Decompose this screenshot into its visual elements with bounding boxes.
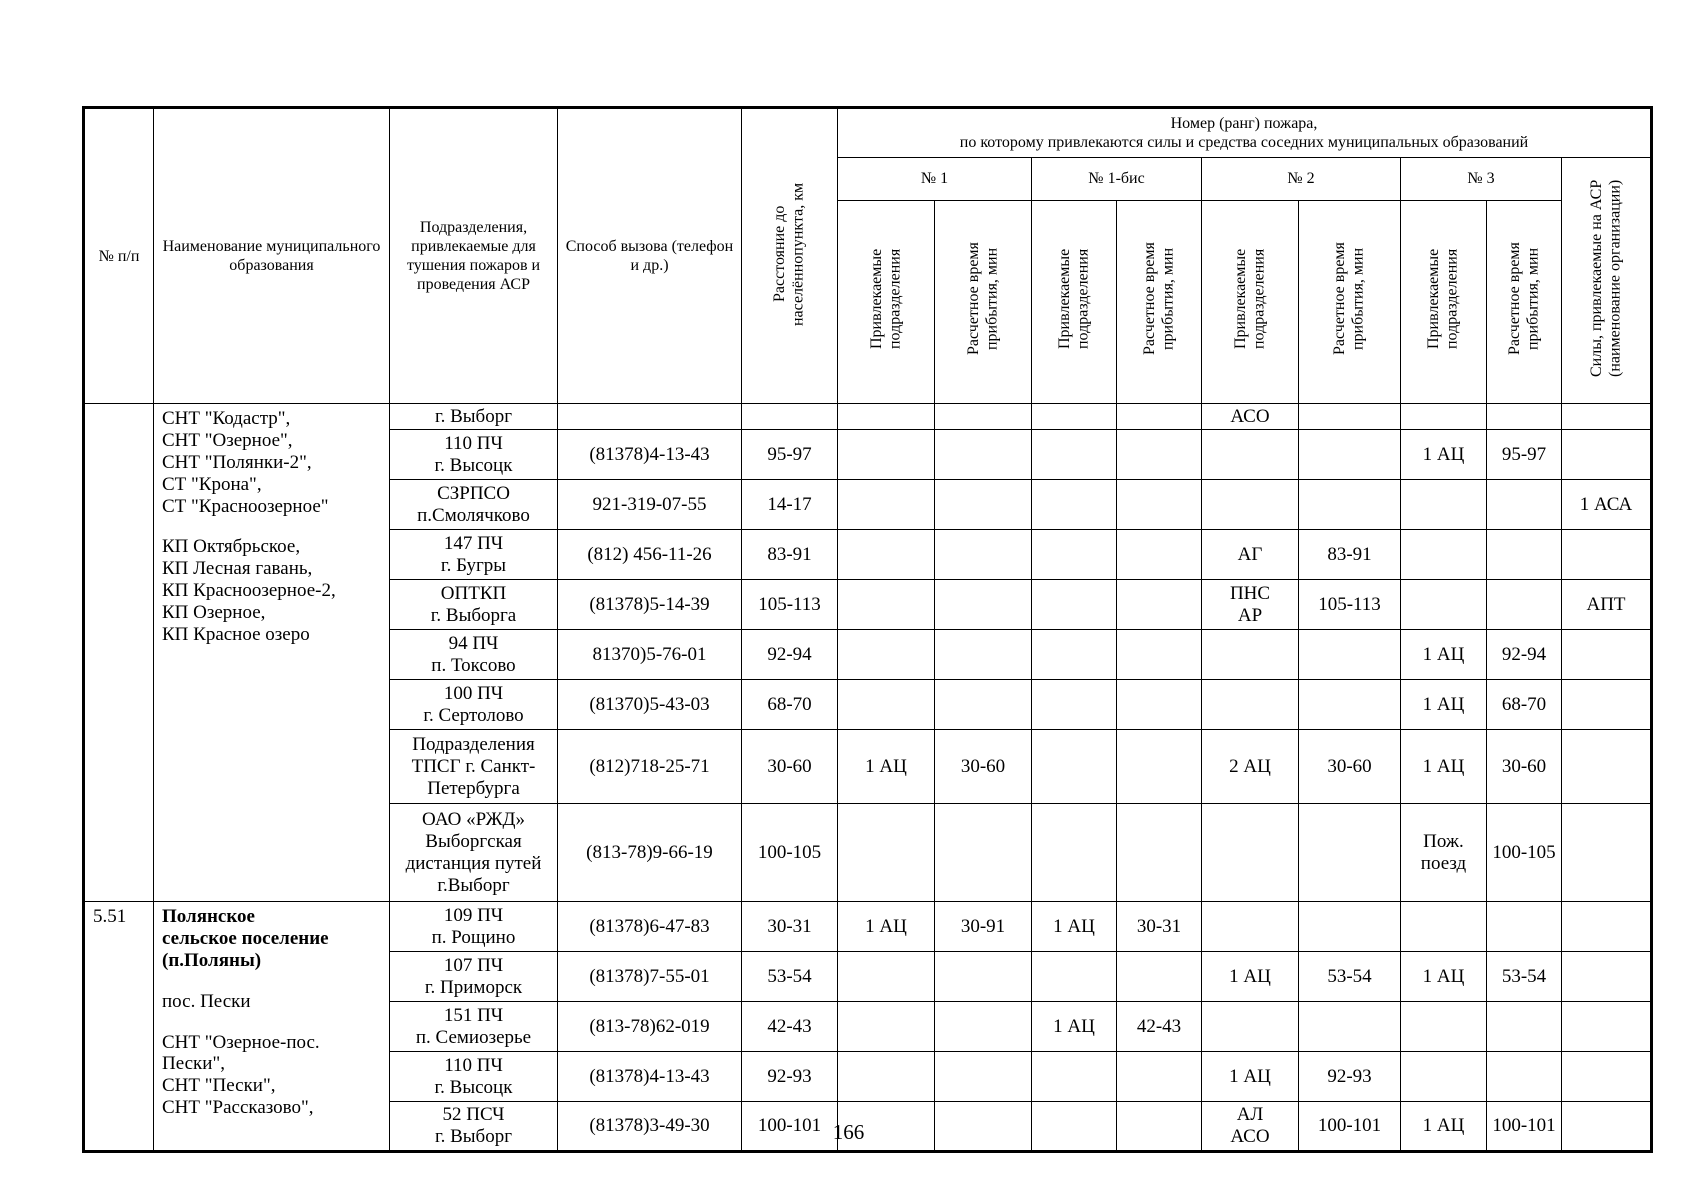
- distance-cell: 105-113: [742, 580, 838, 630]
- rank1-units-cell: [838, 580, 935, 630]
- unit-cell: Подразделения ТПСГ г. Санкт- Петербурга: [390, 730, 558, 804]
- rank3-time-cell: 95-97: [1487, 430, 1562, 480]
- rank1-time-cell: [935, 680, 1032, 730]
- rank3-time-cell: [1487, 480, 1562, 530]
- asr-cell: [1562, 1052, 1652, 1102]
- rank1bis-time-cell: [1117, 730, 1202, 804]
- distance-cell: 30-60: [742, 730, 838, 804]
- rank1-time-cell: [935, 530, 1032, 580]
- asr-cell: [1562, 804, 1652, 902]
- col-header-distance: Расстояние до населённопункта, км: [742, 108, 838, 404]
- rank2-units-cell: 1 АЦ: [1202, 952, 1299, 1002]
- rank3-time-cell: [1487, 1002, 1562, 1052]
- rank1bis-time-cell: [1117, 804, 1202, 902]
- rank2-units-cell: АГ: [1202, 530, 1299, 580]
- rank3-units-cell: 1 АЦ: [1401, 680, 1487, 730]
- asr-cell: [1562, 952, 1652, 1002]
- rank3-time-cell: 92-94: [1487, 630, 1562, 680]
- rank2-units-cell: 2 АЦ: [1202, 730, 1299, 804]
- asr-cell: АПТ: [1562, 580, 1652, 630]
- asr-cell: [1562, 404, 1652, 430]
- settlement-line: СНТ "Рассказово",: [162, 1097, 314, 1119]
- col-header-asr: Силы, привлекаемые на АСР (наименование организации): [1562, 158, 1652, 404]
- rank3-units-cell: [1401, 1002, 1487, 1052]
- rank1bis-time-cell: [1117, 952, 1202, 1002]
- rank-title: Номер (ранг) пожара,: [1170, 114, 1318, 132]
- rank2-units-cell: АСО: [1202, 404, 1299, 430]
- table-row: [84, 404, 1652, 430]
- rank1bis-units-cell: [1032, 630, 1117, 680]
- unit-cell: г. Выборг: [390, 404, 558, 430]
- col-header-rank2: № 2: [1202, 158, 1401, 201]
- rank3-time-cell: [1487, 1052, 1562, 1102]
- rank1bis-time-cell: [1117, 580, 1202, 630]
- rank3-time-cell: 100-105: [1487, 804, 1562, 902]
- unit-cell: 151 ПЧ п. Семиозерье: [390, 1002, 558, 1052]
- distance-cell: 68-70: [742, 680, 838, 730]
- rank1bis-units-cell: 1 АЦ: [1032, 902, 1117, 952]
- rank1bis-time-cell: [1117, 480, 1202, 530]
- table-row: [84, 902, 1652, 952]
- rank3-units-cell: 1 АЦ: [1401, 952, 1487, 1002]
- settlement-line: [162, 517, 381, 536]
- rank2-time-cell: 105-113: [1299, 580, 1401, 630]
- rank3-time-cell: [1487, 902, 1562, 952]
- settlement-line: КП Лесная гавань,: [162, 558, 313, 580]
- settlement-line: КП Красное озеро: [162, 623, 310, 645]
- col-header-r1b-time: Расчетное время прибытия, мин: [1117, 200, 1202, 403]
- rank1-units-cell: [838, 952, 935, 1002]
- call-cell: (81378)3-49-30: [558, 1102, 742, 1152]
- call-cell: (813-78)9-66-19: [558, 804, 742, 902]
- rank1-time-cell: [935, 404, 1032, 430]
- unit-cell: 52 ПСЧ г. Выборг: [390, 1102, 558, 1152]
- settlement-line: КП Красноозерное-2,: [162, 580, 336, 602]
- rank1bis-time-cell: [1117, 530, 1202, 580]
- distance-cell: 42-43: [742, 1002, 838, 1052]
- table-body: [84, 404, 1652, 1152]
- rank1-time-cell: [935, 580, 1032, 630]
- rank2-units-cell: [1202, 902, 1299, 952]
- municipality-title-line: сельское поселение: [162, 928, 329, 950]
- asr-cell: [1562, 680, 1652, 730]
- rank1bis-units-cell: [1032, 404, 1117, 430]
- rank1bis-time-cell: [1117, 630, 1202, 680]
- unit-cell: 94 ПЧ п. Токсово: [390, 630, 558, 680]
- col-header-call: Способ вызова (телефон и др.): [558, 108, 742, 404]
- rank2-units-cell: [1202, 804, 1299, 902]
- rank1-time-cell: [935, 480, 1032, 530]
- rank3-time-cell: [1487, 580, 1562, 630]
- rank2-units-cell: АЛ АСО: [1202, 1102, 1299, 1152]
- rank3-time-cell: 53-54: [1487, 952, 1562, 1002]
- rank1bis-units-cell: [1032, 430, 1117, 480]
- col-header-r3-units: Привлекаемые подразделения: [1401, 200, 1487, 403]
- rank3-units-cell: [1401, 404, 1487, 430]
- settlement-line: КП Октябрьское,: [162, 536, 301, 558]
- settlement-line: Пески",: [162, 1053, 225, 1075]
- rank2-units-cell: [1202, 680, 1299, 730]
- distance-cell: 92-93: [742, 1052, 838, 1102]
- rank2-time-cell: [1299, 630, 1401, 680]
- rank1-units-cell: [838, 804, 935, 902]
- rank3-time-cell: 68-70: [1487, 680, 1562, 730]
- call-cell: (81378)4-13-43: [558, 430, 742, 480]
- col-header-name: Наименование муниципального образования: [154, 108, 390, 404]
- rank2-time-cell: [1299, 902, 1401, 952]
- municipality-title-line: (п.Поляны): [162, 949, 262, 971]
- rank1-time-cell: [935, 1052, 1032, 1102]
- unit-cell: 107 ПЧ г. Приморск: [390, 952, 558, 1002]
- distance-cell: 14-17: [742, 480, 838, 530]
- municipality-name: [154, 902, 390, 1152]
- rank1-units-cell: [838, 680, 935, 730]
- rank2-time-cell: [1299, 680, 1401, 730]
- rank1-units-cell: 1 АЦ: [838, 902, 935, 952]
- unit-cell: СЗРПСО п.Смолячково: [390, 480, 558, 530]
- rank2-units-cell: [1202, 430, 1299, 480]
- rank3-time-cell: [1487, 404, 1562, 430]
- rank1-time-cell: 30-91: [935, 902, 1032, 952]
- col-header-r2-time: Расчетное время прибытия, мин: [1299, 200, 1401, 403]
- asr-cell: [1562, 902, 1652, 952]
- asr-cell: [1562, 1002, 1652, 1052]
- rank1bis-units-cell: [1032, 952, 1117, 1002]
- rank3-units-cell: [1401, 530, 1487, 580]
- rank3-time-cell: [1487, 530, 1562, 580]
- rank1bis-time-cell: [1117, 404, 1202, 430]
- col-header-r3-time: Расчетное время прибытия, мин: [1487, 200, 1562, 403]
- rank1bis-time-cell: 42-43: [1117, 1002, 1202, 1052]
- col-header-r1b-units: Привлекаемые подразделения: [1032, 200, 1117, 403]
- rank1bis-units-cell: [1032, 804, 1117, 902]
- unit-cell: ОПТКП г. Выборга: [390, 580, 558, 630]
- distance-cell: 95-97: [742, 430, 838, 480]
- rank3-time-cell: 30-60: [1487, 730, 1562, 804]
- rank1bis-time-cell: [1117, 680, 1202, 730]
- call-cell: 921-319-07-55: [558, 480, 742, 530]
- rank2-time-cell: 53-54: [1299, 952, 1401, 1002]
- col-header-r1-units: Привлекаемые подразделения: [838, 200, 935, 403]
- call-cell: 81370)5-76-01: [558, 630, 742, 680]
- settlement-line: КП Озерное,: [162, 601, 266, 623]
- rank1bis-units-cell: [1032, 530, 1117, 580]
- call-cell: (812)718-25-71: [558, 730, 742, 804]
- rank2-time-cell: [1299, 804, 1401, 902]
- rank3-units-cell: 1 АЦ: [1401, 430, 1487, 480]
- rank3-time-cell: 100-101: [1487, 1102, 1562, 1152]
- rank1-units-cell: [838, 1002, 935, 1052]
- distance-cell: 30-31: [742, 902, 838, 952]
- settlement-line: пос. Пески: [162, 990, 251, 1012]
- rank2-time-cell: [1299, 430, 1401, 480]
- settlement-line: СНТ "Пески",: [162, 1075, 276, 1097]
- settlement-line: СНТ "Озерное",: [162, 430, 293, 452]
- rank1-units-cell: [838, 530, 935, 580]
- settlement-line: [162, 972, 381, 991]
- rank2-units-cell: ПНС АР: [1202, 580, 1299, 630]
- call-cell: (813-78)62-019: [558, 1002, 742, 1052]
- col-header-rank3: № 3: [1401, 158, 1562, 201]
- unit-cell: ОАО «РЖД» Выборгская дистанция путей г.Выборг: [390, 804, 558, 902]
- call-cell: (81378)6-47-83: [558, 902, 742, 952]
- municipality-title-line: Полянское: [162, 906, 255, 928]
- asr-cell: [1562, 630, 1652, 680]
- call-cell: (81378)7-55-01: [558, 952, 742, 1002]
- asr-cell: [1562, 430, 1652, 480]
- unit-cell: 109 ПЧ п. Рощино: [390, 902, 558, 952]
- rank1bis-units-cell: [1032, 730, 1117, 804]
- asr-cell: 1 АСА: [1562, 480, 1652, 530]
- rank1-units-cell: [838, 430, 935, 480]
- rank1-units-cell: [838, 480, 935, 530]
- rank-subtitle: по которому привлекаются силы и средства соседних муниципальных образований: [959, 134, 1529, 151]
- distance-cell: 92-94: [742, 630, 838, 680]
- municipality-name: [154, 404, 390, 902]
- rank2-units-cell: [1202, 480, 1299, 530]
- unit-cell: 147 ПЧ г. Бугры: [390, 530, 558, 580]
- rank1-units-cell: [838, 1052, 935, 1102]
- row-number: 5.51: [84, 902, 154, 1152]
- col-header-rank1: № 1: [838, 158, 1032, 201]
- col-header-r1-time: Расчетное время прибытия, мин: [935, 200, 1032, 403]
- fire-forces-table: [82, 106, 1653, 1153]
- unit-cell: 100 ПЧ г. Сертолово: [390, 680, 558, 730]
- rank1-units-cell: [838, 630, 935, 680]
- rank1bis-units-cell: 1 АЦ: [1032, 1002, 1117, 1052]
- rank3-units-cell: 1 АЦ: [1401, 730, 1487, 804]
- page-number: 166: [832, 1120, 865, 1144]
- unit-cell: 110 ПЧ г. Высоцк: [390, 430, 558, 480]
- rank1-units-cell: 1 АЦ: [838, 730, 935, 804]
- call-cell: (81378)5-14-39: [558, 580, 742, 630]
- rank2-time-cell: 83-91: [1299, 530, 1401, 580]
- col-header-rank: [838, 108, 1652, 158]
- rank1-time-cell: [935, 952, 1032, 1002]
- rank1bis-time-cell: [1117, 430, 1202, 480]
- settlement-line: СТ "Крона",: [162, 473, 262, 495]
- asr-cell: [1562, 730, 1652, 804]
- call-cell: (81370)5-43-03: [558, 680, 742, 730]
- rank2-time-cell: 30-60: [1299, 730, 1401, 804]
- rank1bis-units-cell: [1032, 680, 1117, 730]
- distance-cell: 100-101: [742, 1102, 838, 1152]
- rank2-units-cell: [1202, 630, 1299, 680]
- rank2-time-cell: [1299, 480, 1401, 530]
- call-cell: (81378)4-13-43: [558, 1052, 742, 1102]
- rank3-units-cell: 1 АЦ: [1401, 630, 1487, 680]
- rank3-units-cell: [1401, 580, 1487, 630]
- settlement-line: СНТ "Кодастр",: [162, 408, 291, 430]
- call-cell: [558, 404, 742, 430]
- row-number: [84, 404, 154, 902]
- col-header-units: Подразделения, привлекаемые для тушения пожаров и проведения АСР: [390, 108, 558, 404]
- col-header-num: № п/п: [84, 108, 154, 404]
- rank1bis-units-cell: [1032, 1052, 1117, 1102]
- col-header-rank1bis: № 1-бис: [1032, 158, 1202, 201]
- col-header-r2-units: Привлекаемые подразделения: [1202, 200, 1299, 403]
- rank1-time-cell: [935, 630, 1032, 680]
- rank1bis-units-cell: [1032, 580, 1117, 630]
- distance-cell: 83-91: [742, 530, 838, 580]
- rank3-units-cell: 1 АЦ: [1401, 1102, 1487, 1152]
- rank1-time-cell: [935, 430, 1032, 480]
- rank3-units-cell: [1401, 480, 1487, 530]
- asr-cell: [1562, 530, 1652, 580]
- distance-cell: 100-105: [742, 804, 838, 902]
- rank2-units-cell: [1202, 1002, 1299, 1052]
- rank2-time-cell: 100-101: [1299, 1102, 1401, 1152]
- settlement-line: СНТ "Полянки-2",: [162, 451, 312, 473]
- unit-cell: 110 ПЧ г. Высоцк: [390, 1052, 558, 1102]
- settlement-line: СНТ "Озерное-пос.: [162, 1031, 320, 1053]
- rank1-units-cell: [838, 404, 935, 430]
- settlement-line: СТ "Красноозерное": [162, 495, 329, 517]
- rank3-units-cell: [1401, 902, 1487, 952]
- rank3-units-cell: Пож. поезд: [1401, 804, 1487, 902]
- settlement-line: [162, 1013, 381, 1032]
- rank2-time-cell: [1299, 1002, 1401, 1052]
- rank2-units-cell: 1 АЦ: [1202, 1052, 1299, 1102]
- rank1bis-time-cell: 30-31: [1117, 902, 1202, 952]
- rank1bis-time-cell: [1117, 1052, 1202, 1102]
- distance-cell: 53-54: [742, 952, 838, 1002]
- rank1-time-cell: [935, 804, 1032, 902]
- distance-cell: [742, 404, 838, 430]
- rank1-time-cell: 30-60: [935, 730, 1032, 804]
- rank3-units-cell: [1401, 1052, 1487, 1102]
- rank2-time-cell: [1299, 404, 1401, 430]
- rank2-time-cell: 92-93: [1299, 1052, 1401, 1102]
- rank1-time-cell: [935, 1002, 1032, 1052]
- call-cell: (812) 456-11-26: [558, 530, 742, 580]
- rank1bis-units-cell: [1032, 480, 1117, 530]
